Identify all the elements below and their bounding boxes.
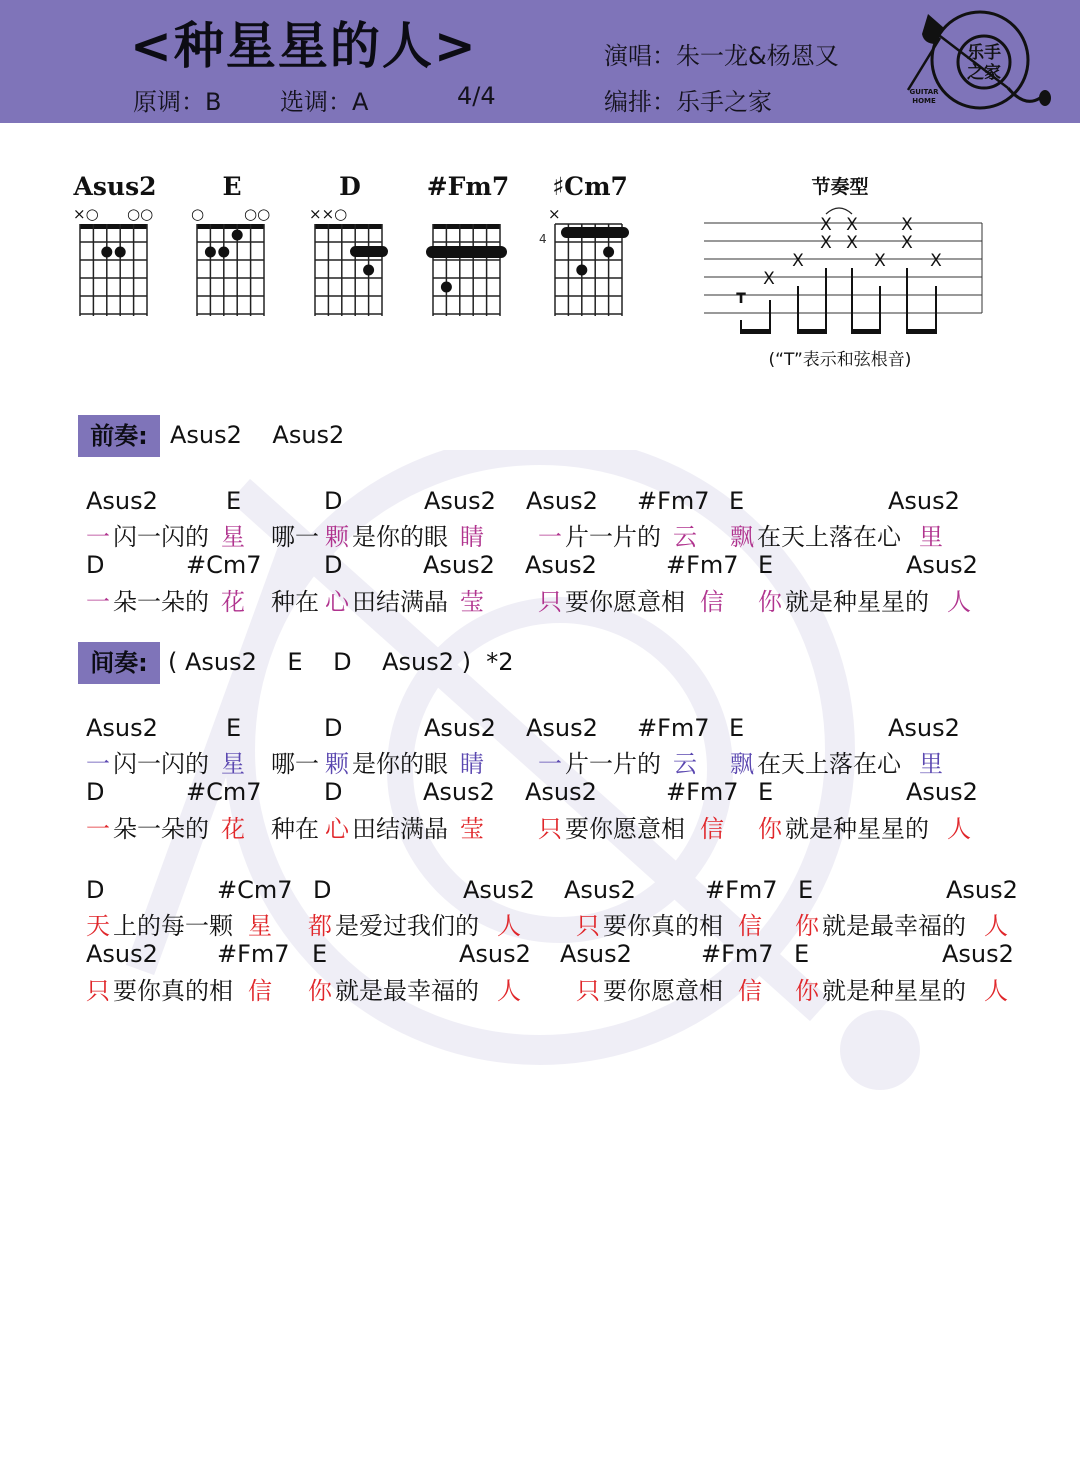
lyric-highlight: 你 bbox=[795, 912, 819, 940]
chord-label: Asus2 bbox=[888, 487, 960, 515]
lyric-text: 要你真的相 bbox=[603, 912, 723, 940]
chord-label: #Fm7 bbox=[666, 778, 739, 806]
chord-label: Asus2 bbox=[526, 487, 598, 515]
chord-label: #Cm7 bbox=[186, 778, 262, 806]
lyric-highlight: 只 bbox=[86, 977, 110, 1005]
lyric-highlight: 颗 bbox=[325, 523, 349, 551]
lyric-text: 就是种星星的 bbox=[785, 815, 929, 843]
chord-label: #Fm7 bbox=[705, 876, 778, 904]
chord-label: D bbox=[324, 714, 343, 742]
lyric-text: 要你愿意相 bbox=[603, 977, 723, 1005]
lyric-highlight: 心 bbox=[325, 588, 349, 616]
lyric-text: 是你的眼 bbox=[352, 523, 448, 551]
chord-label: Asus2 bbox=[942, 940, 1014, 968]
lyric-highlight: 星 bbox=[221, 523, 245, 551]
lyric-highlight: 人 bbox=[497, 912, 521, 940]
lyric-text: 田结满晶 bbox=[352, 815, 448, 843]
lyric-highlight: 人 bbox=[984, 912, 1008, 940]
lyric-text: 朵一朵的 bbox=[113, 815, 209, 843]
chord-label: #Fm7 bbox=[637, 487, 710, 515]
lyric-highlight: 天 bbox=[86, 912, 110, 940]
lyric-highlight: 信 bbox=[700, 588, 724, 616]
lyric-highlight: 一 bbox=[86, 588, 110, 616]
lyric-highlight: 只 bbox=[538, 815, 562, 843]
chord-label: #Cm7 bbox=[217, 876, 293, 904]
lyric-highlight: 你 bbox=[308, 977, 332, 1005]
svg-text:X: X bbox=[820, 215, 832, 235]
chord-diagram-d: D ××○ bbox=[290, 172, 410, 322]
chord-diagram-asus2: Asus2 ×○ ○○ bbox=[55, 172, 175, 322]
lyric-highlight: 一 bbox=[86, 523, 110, 551]
chord-label: D bbox=[324, 551, 343, 579]
lyric-highlight: 里 bbox=[919, 750, 943, 778]
chord-label: E bbox=[312, 940, 328, 968]
lyric-highlight: 只 bbox=[576, 912, 600, 940]
lyric-text: 就是最幸福的 bbox=[335, 977, 479, 1005]
chord-label: Asus2 bbox=[560, 940, 632, 968]
svg-text:X: X bbox=[901, 215, 913, 235]
lyric-highlight: 一 bbox=[538, 750, 562, 778]
lyric-text: 在天上落在心 bbox=[757, 750, 901, 778]
chord-label: D bbox=[86, 876, 105, 904]
svg-text:之家: 之家 bbox=[967, 63, 1001, 83]
chord-label: Asus2 bbox=[525, 551, 597, 579]
interlude-chords: ( Asus2 E D Asus2 ) *2 bbox=[168, 648, 514, 676]
lyric-text: 哪一 bbox=[271, 750, 319, 778]
svg-text:○○: ○○ bbox=[127, 206, 154, 223]
lyric-highlight: 人 bbox=[984, 977, 1008, 1005]
lyric-highlight: 花 bbox=[221, 588, 245, 616]
lyric-highlight: 花 bbox=[221, 815, 245, 843]
svg-text:○○: ○○ bbox=[244, 206, 271, 223]
lyric-text: 种在 bbox=[271, 588, 319, 616]
svg-text:×: × bbox=[548, 206, 561, 223]
lyric-text: 要你愿意相 bbox=[565, 588, 685, 616]
chord-diagram-csm7: ♯Cm7 × 4 bbox=[530, 172, 650, 322]
guitar-logo-icon bbox=[900, 8, 1060, 120]
intro-chords: Asus2 Asus2 bbox=[170, 421, 345, 449]
svg-text:X: X bbox=[763, 269, 775, 289]
chord-label: Asus2 bbox=[888, 714, 960, 742]
rhythm-note: (“T”表示和弦根音) bbox=[768, 350, 912, 370]
chord-label: Asus2 bbox=[423, 551, 495, 579]
lyric-highlight: 人 bbox=[947, 588, 971, 616]
strumming-pattern bbox=[700, 170, 1000, 380]
lyric-text: 片一片的 bbox=[565, 523, 661, 551]
lyric-highlight: 你 bbox=[758, 815, 782, 843]
chord-label: Asus2 bbox=[946, 876, 1018, 904]
chord-label: #Fm7 bbox=[217, 940, 290, 968]
lyric-text: 田结满晶 bbox=[352, 588, 448, 616]
chord-label: D bbox=[86, 551, 105, 579]
lyric-text: 就是种星星的 bbox=[822, 977, 966, 1005]
chord-diagram-e: E ○ ○○ bbox=[172, 172, 292, 322]
lyric-highlight: 信 bbox=[700, 815, 724, 843]
lyric-text: 上的每一颗 bbox=[113, 912, 233, 940]
lyric-highlight: 都 bbox=[308, 912, 332, 940]
lyric-highlight: 你 bbox=[758, 588, 782, 616]
lyric-highlight: 一 bbox=[538, 523, 562, 551]
lyric-text: 就是种星星的 bbox=[785, 588, 929, 616]
chord-label: Asus2 bbox=[424, 487, 496, 515]
guitar-home-logo bbox=[900, 8, 1060, 120]
lyric-text: 是你的眼 bbox=[352, 750, 448, 778]
lyric-text: 就是最幸福的 bbox=[822, 912, 966, 940]
lyric-highlight: 莹 bbox=[460, 815, 484, 843]
chord-label: Asus2 bbox=[906, 551, 978, 579]
intro-tag: 前奏: bbox=[78, 415, 160, 457]
chord-label: E bbox=[798, 876, 814, 904]
chosen-key: 选调：A bbox=[280, 88, 369, 116]
lyric-highlight: 你 bbox=[795, 977, 819, 1005]
lyric-text: 闪一闪的 bbox=[113, 750, 209, 778]
lyric-highlight: 人 bbox=[947, 815, 971, 843]
chord-label: Asus2 bbox=[525, 778, 597, 806]
svg-text:X: X bbox=[820, 233, 832, 253]
chord-label: Asus2 bbox=[463, 876, 535, 904]
arranger-info: 编排：乐手之家 bbox=[604, 88, 772, 116]
lyric-text: 朵一朵的 bbox=[113, 588, 209, 616]
lyric-highlight: 里 bbox=[919, 523, 943, 551]
lyric-highlight: 莹 bbox=[460, 588, 484, 616]
chord-label: E bbox=[758, 778, 774, 806]
chord-label: E bbox=[226, 714, 242, 742]
svg-text:X: X bbox=[846, 233, 858, 253]
svg-text:4: 4 bbox=[539, 232, 547, 246]
time-signature: 4/4 bbox=[457, 82, 496, 110]
singer-info: 演唱：朱一龙&杨恩又 bbox=[604, 42, 839, 70]
lyric-highlight: 星 bbox=[248, 912, 272, 940]
lyric-highlight: 只 bbox=[538, 588, 562, 616]
chord-label: D bbox=[313, 876, 332, 904]
header-banner bbox=[0, 0, 1080, 123]
chord-label: Asus2 bbox=[86, 714, 158, 742]
lyric-highlight: 飘 bbox=[730, 750, 754, 778]
csm7-fretboard-icon bbox=[530, 206, 650, 321]
lyric-highlight: 一 bbox=[86, 750, 110, 778]
fsm7-fretboard-icon bbox=[408, 206, 528, 321]
chord-label: E bbox=[729, 714, 745, 742]
chord-label: Asus2 bbox=[86, 487, 158, 515]
lyric-highlight: 飘 bbox=[730, 523, 754, 551]
interlude-tag: 间奏: bbox=[78, 642, 160, 684]
lyric-highlight: 睛 bbox=[460, 523, 484, 551]
chord-label: E bbox=[226, 487, 242, 515]
lyric-text: 要你真的相 bbox=[113, 977, 233, 1005]
lyric-highlight: 信 bbox=[738, 912, 762, 940]
lyric-text: 片一片的 bbox=[565, 750, 661, 778]
rhythm-title: 节奏型 bbox=[811, 176, 869, 198]
svg-text:××○: ××○ bbox=[309, 206, 348, 223]
chord-label: D bbox=[86, 778, 105, 806]
lyric-text: 种在 bbox=[271, 815, 319, 843]
chord-label: #Fm7 bbox=[701, 940, 774, 968]
svg-text:HOME: HOME bbox=[912, 97, 936, 105]
original-key: 原调：B bbox=[133, 88, 222, 116]
lyric-highlight: 一 bbox=[86, 815, 110, 843]
svg-text:乐手: 乐手 bbox=[967, 43, 1001, 63]
chord-label: E bbox=[758, 551, 774, 579]
lyric-text: 要你愿意相 bbox=[565, 815, 685, 843]
svg-text:T: T bbox=[736, 291, 746, 307]
chord-label: #Fm7 bbox=[666, 551, 739, 579]
svg-text:X: X bbox=[846, 215, 858, 235]
chord-label: E bbox=[794, 940, 810, 968]
chord-label: #Fm7 bbox=[637, 714, 710, 742]
chord-label: Asus2 bbox=[906, 778, 978, 806]
chord-label: Asus2 bbox=[564, 876, 636, 904]
lyric-highlight: 心 bbox=[325, 815, 349, 843]
chord-label: Asus2 bbox=[424, 714, 496, 742]
lyric-highlight: 人 bbox=[497, 977, 521, 1005]
chord-diagram-fsm7: #Fm7 bbox=[408, 172, 528, 322]
chord-label: D bbox=[324, 487, 343, 515]
svg-text:X: X bbox=[930, 251, 942, 271]
lyric-text: 是爱过我们的 bbox=[335, 912, 479, 940]
svg-text:X: X bbox=[792, 251, 804, 271]
asus2-fretboard-icon bbox=[55, 206, 175, 321]
lyric-text: 哪一 bbox=[271, 523, 319, 551]
chord-label: Asus2 bbox=[86, 940, 158, 968]
svg-text:○: ○ bbox=[191, 206, 205, 223]
lyric-highlight: 云 bbox=[673, 523, 697, 551]
lyric-highlight: 只 bbox=[576, 977, 600, 1005]
strum-notation-icon bbox=[700, 200, 990, 345]
chord-label: Asus2 bbox=[459, 940, 531, 968]
chord-label: D bbox=[324, 778, 343, 806]
svg-text:X: X bbox=[901, 233, 913, 253]
svg-text:GUITAR: GUITAR bbox=[909, 88, 939, 96]
chord-label: E bbox=[729, 487, 745, 515]
lyric-highlight: 睛 bbox=[460, 750, 484, 778]
chord-label: #Cm7 bbox=[186, 551, 262, 579]
d-fretboard-icon bbox=[290, 206, 410, 321]
chord-label: Asus2 bbox=[526, 714, 598, 742]
svg-text:X: X bbox=[874, 251, 886, 271]
lyric-highlight: 信 bbox=[248, 977, 272, 1005]
song-title: <种星星的人> bbox=[130, 17, 478, 75]
e-fretboard-icon bbox=[172, 206, 292, 321]
lyric-highlight: 信 bbox=[738, 977, 762, 1005]
svg-text:×○: ×○ bbox=[73, 206, 99, 223]
lyric-highlight: 颗 bbox=[325, 750, 349, 778]
lyric-text: 闪一闪的 bbox=[113, 523, 209, 551]
lyric-text: 在天上落在心 bbox=[757, 523, 901, 551]
lyric-highlight: 星 bbox=[221, 750, 245, 778]
lyric-highlight: 云 bbox=[673, 750, 697, 778]
chord-label: Asus2 bbox=[423, 778, 495, 806]
